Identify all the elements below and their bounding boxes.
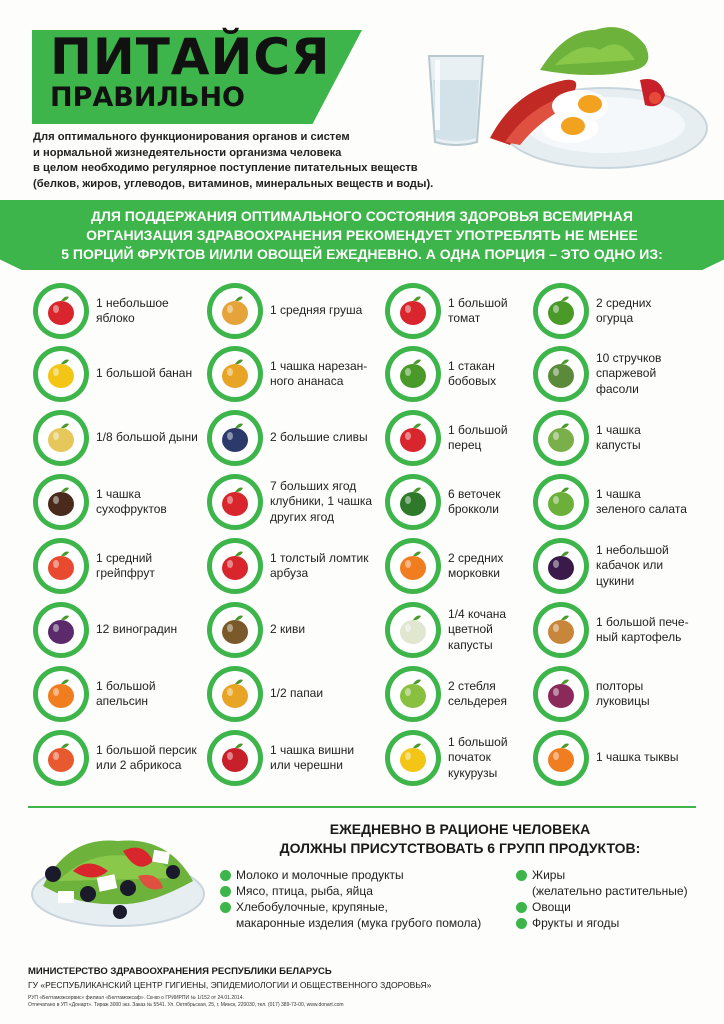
portion-item <box>533 283 713 343</box>
pineapple-icon <box>207 346 263 402</box>
portion-label-line: яблоко <box>96 311 135 325</box>
portion-item <box>33 602 213 662</box>
apple-icon <box>33 283 89 339</box>
portion-label-line: 1 большой <box>448 295 508 310</box>
peach-icon <box>33 730 89 786</box>
portion-item <box>533 410 713 470</box>
portion-item <box>33 410 213 470</box>
asparagus-icon <box>533 346 589 402</box>
portion-label-line: 2 стебля <box>448 678 496 693</box>
portion-label-line: цукини <box>596 573 635 588</box>
group-label: Фрукты и ягоды <box>532 916 620 930</box>
fine-print-line: РУП «Белтаможсервис» филиал «Белтаможсаф». Св-во о ГРИИРПИ № 1/152 от 24.01.2014. <box>28 995 244 1001</box>
portion-label-line: 1 большой <box>448 422 508 437</box>
portion-label-line: морковки <box>448 566 500 580</box>
portion-label-line: 1 большой пече- <box>596 614 689 629</box>
portion-item <box>207 730 387 790</box>
portion-label-line: перец <box>448 438 482 452</box>
portion-label-line: 2 средних <box>448 550 504 565</box>
portion-label-line: 1 небольшой <box>596 542 669 557</box>
grapes-icon <box>33 602 89 658</box>
portion-item <box>207 283 387 343</box>
portion-item <box>207 602 387 662</box>
portion-item <box>33 283 213 343</box>
bullet-icon <box>220 902 231 913</box>
dried-fruit-icon <box>33 474 89 530</box>
intro-line: и нормальной жизнедеятельности организма человека <box>33 146 342 159</box>
portion-label-line: томат <box>448 311 481 325</box>
portion-label-line: арбуза <box>270 566 309 580</box>
plum-icon <box>207 410 263 466</box>
portion-item <box>207 346 387 406</box>
portion-label-line: апельсин <box>96 694 149 708</box>
pumpkin-icon <box>533 730 589 786</box>
portion-label-line: 12 виноградин <box>96 622 178 637</box>
portion-label <box>270 410 382 466</box>
portion-label <box>96 474 208 530</box>
group-item <box>516 867 688 899</box>
cauliflower-icon <box>385 602 441 658</box>
portion-label-line: 2 киви <box>270 622 306 637</box>
section-divider <box>28 806 696 808</box>
portion-label-line: 1 большой банан <box>96 366 193 381</box>
portion-label <box>270 474 382 530</box>
portion-label-line: 2 большие сливы <box>270 430 368 445</box>
portion-item <box>207 474 387 534</box>
portion-label-line: цветной <box>448 622 493 637</box>
portion-label <box>96 283 208 339</box>
intro-line: (белков, жиров, углеводов, витаминов, минеральных веществ и воды). <box>33 177 434 190</box>
group-item <box>516 899 571 915</box>
portion-item <box>533 538 713 598</box>
portion-label-line: кабачок или <box>596 558 664 573</box>
potato-icon <box>533 602 589 658</box>
melon-icon <box>33 410 89 466</box>
pepper-icon <box>385 410 441 466</box>
portion-label <box>96 346 208 402</box>
portion-item <box>533 474 713 534</box>
eggplant-icon <box>533 538 589 594</box>
groups-title-line: ДОЛЖНЫ ПРИСУТСТВОВАТЬ 6 ГРУПП ПРОДУКТОВ: <box>279 840 641 856</box>
portion-item <box>207 666 387 726</box>
group-item <box>220 899 481 931</box>
breakfast-plate-icon <box>485 10 710 170</box>
bullet-icon <box>220 870 231 881</box>
groups-title-line: ЕЖЕДНЕВНО В РАЦИОНЕ ЧЕЛОВЕКА <box>329 821 591 837</box>
portion-label <box>270 666 382 722</box>
portion-label-line: капусты <box>596 438 641 452</box>
portion-item <box>33 730 213 790</box>
portion-item <box>533 346 713 406</box>
bullet-icon <box>220 886 231 897</box>
portion-label-line: луковицы <box>596 694 650 708</box>
portion-label-line: спаржевой <box>596 366 657 381</box>
portion-label <box>596 410 708 466</box>
portion-label <box>596 538 708 594</box>
recommendation-text <box>20 207 704 264</box>
portion-label-line: 10 стручков <box>596 350 662 365</box>
portion-label-line: других ягод <box>270 509 334 524</box>
page-title: ПИТАЙСЯ <box>50 28 331 86</box>
kiwi-icon <box>207 602 263 658</box>
grapefruit-icon <box>33 538 89 594</box>
portion-label-line: 1/4 кочана <box>448 606 507 621</box>
portion-label-line: 1 толстый ломтик <box>270 550 369 565</box>
group-label: макаронные изделия (мука грубого помола) <box>236 916 482 930</box>
portion-label-line: 1 чашка тыквы <box>596 750 679 765</box>
portion-label-line: бобовых <box>448 374 497 388</box>
portion-label <box>270 602 382 658</box>
portion-label <box>96 602 208 658</box>
lettuce-icon <box>533 474 589 530</box>
portion-item <box>33 538 213 598</box>
portion-label-line: 2 средних <box>596 295 652 310</box>
portion-label-line: 1/2 папаи <box>270 686 324 701</box>
portion-label <box>596 346 708 402</box>
portion-label-line: или 2 абрикоса <box>96 758 182 772</box>
group-label: (желательно растительные) <box>532 884 688 898</box>
fine-print-line: Отпечатано в УП «Донарт». Тираж 3000 экз. Заказ № 5541. Ул. Октябрьская, 25, г. Минск, 220030, тел. (017) 389-73-00, www.donart.com <box>28 1002 344 1008</box>
group-label: Жиры <box>532 868 566 882</box>
portion-label-line: початок <box>448 750 491 765</box>
portion-label-line: 1 большой <box>448 734 508 749</box>
salad-plate-icon <box>28 816 208 936</box>
portion-label-line: 6 веточек <box>448 486 501 501</box>
portion-label-line: 1 чашка <box>96 486 141 501</box>
cucumber-icon <box>533 283 589 339</box>
portion-item <box>533 666 713 726</box>
watermelon-icon <box>207 538 263 594</box>
portion-label-line: 1 большой <box>96 678 156 693</box>
bullet-icon <box>516 902 527 913</box>
strawberry-icon <box>207 474 263 530</box>
portion-label-line: ный картофель <box>596 630 682 644</box>
portion-label-line: 1/8 большой дыни <box>96 430 198 445</box>
portion-label <box>270 730 382 786</box>
portion-item <box>533 602 713 662</box>
portion-label <box>96 666 208 722</box>
bullet-icon <box>516 870 527 881</box>
portion-label-line: 1 чашка нарезан- <box>270 358 368 373</box>
portion-label-line: кукурузы <box>448 765 498 780</box>
portion-label-line: или черешни <box>270 758 343 772</box>
groups-title <box>220 820 700 858</box>
portion-label-line: 1 средний <box>96 550 153 565</box>
recommendation-line: ОРГАНИЗАЦИЯ ЗДРАВООХРАНЕНИЯ РЕКОМЕНДУЕТ УПОТРЕБЛЯТЬ НЕ МЕНЕЕ <box>86 227 638 243</box>
papaya-icon <box>207 666 263 722</box>
portion-label-line: грейпфрут <box>96 566 155 580</box>
group-label: Мясо, птица, рыба, яйца <box>236 884 373 898</box>
portion-item <box>33 474 213 534</box>
orange-icon <box>33 666 89 722</box>
intro-line: Для оптимального функционирования органов и систем <box>33 131 350 143</box>
portion-label-line: 1 чашка вишни <box>270 742 355 757</box>
group-label: Хлебобулочные, крупяные, <box>236 900 388 914</box>
recommendation-line: ДЛЯ ПОДДЕРЖАНИЯ ОПТИМАЛЬНОГО СОСТОЯНИЯ ЗДОРОВЬЯ ВСЕМИРНАЯ <box>91 208 633 224</box>
center-label: ГУ «РЕСПУБЛИКАНСКИЙ ЦЕНТР ГИГИЕНЫ, ЭПИДЕМИОЛОГИИ И ОБЩЕСТВЕННОГО ЗДОРОВЬЯ» <box>28 980 432 990</box>
banana-icon <box>33 346 89 402</box>
portion-label-line: 1 стакан <box>448 358 495 373</box>
ministry-label: МИНИСТЕРСТВО ЗДРАВООХРАНЕНИЯ РЕСПУБЛИКИ БЕЛАРУСЬ <box>28 966 332 977</box>
portion-label <box>596 283 708 339</box>
portion-label <box>596 730 708 786</box>
carrot-icon <box>385 538 441 594</box>
portion-label <box>596 602 708 658</box>
group-label: Овощи <box>532 900 571 914</box>
portion-label <box>96 538 208 594</box>
portion-label-line: 1 чашка <box>596 486 641 501</box>
portion-label-line: капусты <box>448 637 493 652</box>
pear-icon <box>207 283 263 339</box>
recommendation-line: 5 ПОРЦИЙ ФРУКТОВ И/ИЛИ ОВОЩЕЙ ЕЖЕДНЕВНО. А ОДНА ПОРЦИЯ – ЭТО ОДНО ИЗ: <box>61 246 663 262</box>
portion-label-line: сухофруктов <box>96 502 167 516</box>
corn-icon <box>385 730 441 786</box>
portion-label-line: брокколи <box>448 502 499 516</box>
broccoli-icon <box>385 474 441 530</box>
portion-label-line: 1 средняя груша <box>270 303 363 318</box>
onion-icon <box>533 666 589 722</box>
portion-label-line: 1 большой персик <box>96 742 197 757</box>
portion-label <box>270 346 382 402</box>
portion-label-line: клубники, 1 чашка <box>270 494 373 509</box>
tomato-icon <box>385 283 441 339</box>
portion-label-line: сельдерея <box>448 694 508 708</box>
portion-item <box>33 666 213 726</box>
intro-line: в целом необходимо регулярное поступление питательных веществ <box>33 162 418 174</box>
portion-label-line: 1 чашка <box>596 422 641 437</box>
bullet-icon <box>516 918 527 929</box>
portion-label-line: зеленого салата <box>596 502 687 516</box>
portion-label-line: 1 небольшое <box>96 295 169 310</box>
portion-label-line: ного ананаса <box>270 374 344 388</box>
portion-label-line: полторы <box>596 678 644 693</box>
group-item <box>220 867 404 883</box>
portion-label <box>596 666 708 722</box>
portion-item <box>207 410 387 470</box>
celery-icon <box>385 666 441 722</box>
portion-label-line: огурца <box>596 311 634 325</box>
portion-label <box>270 538 382 594</box>
group-item <box>220 883 373 899</box>
portion-item <box>33 346 213 406</box>
cherry-icon <box>207 730 263 786</box>
portion-label-line: 7 больших ягод <box>270 478 357 493</box>
portion-label-line: фасоли <box>596 381 639 396</box>
fine-print <box>28 995 428 1009</box>
portion-label <box>270 283 382 339</box>
water-glass-icon <box>425 52 487 148</box>
cabbage-icon <box>533 410 589 466</box>
beans-icon <box>385 346 441 402</box>
page-subtitle: ПРАВИЛЬНО <box>50 82 246 113</box>
group-label: Молоко и молочные продукты <box>236 868 404 882</box>
portion-label <box>96 410 208 466</box>
portion-label <box>596 474 708 530</box>
group-item <box>516 915 619 931</box>
portion-item <box>533 730 713 790</box>
portion-label <box>96 730 208 786</box>
portion-item <box>207 538 387 598</box>
